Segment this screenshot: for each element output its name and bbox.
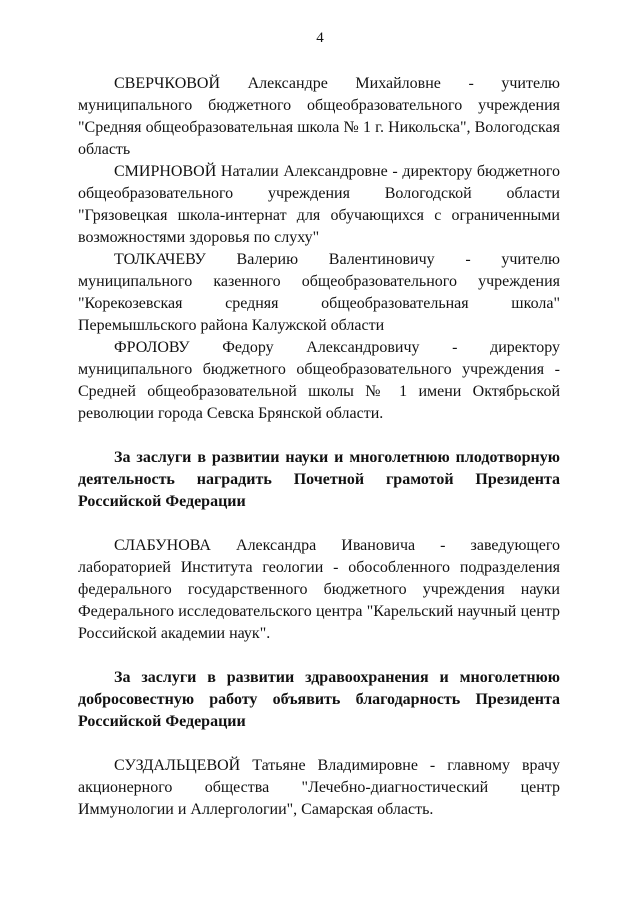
page-number: 4 — [316, 30, 324, 46]
award-entry-suzdaltseva: СУЗДАЛЬЦЕВОЙ Татьяне Владимировне - главному врачу акционерного общества "Лечебно-диагностический центр Иммунологии и Аллергологии", Самарская область. — [78, 757, 560, 818]
award-entry-tolkachev: ТОЛКАЧЕВУ Валерию Валентиновичу - учителю муниципального казенного общеобразовательного учреждения "Корекозевская средняя общеобразовательная школа" Перемышльского района Калужской области — [78, 251, 560, 334]
section-heading-science: За заслуги в развитии науки и многолетнюю плодотворную деятельность наградить Почетной грамотой Президента Российской Федерации — [78, 449, 560, 510]
award-entry-sverchkova: СВЕРЧКОВОЙ Александре Михайловне - учителю муниципального бюджетного общеобразовательного учреждения "Средняя общеобразовательная школа № 1 г. Никольска", Вологодская область — [78, 75, 560, 158]
document-body — [78, 60, 560, 821]
section-heading-health: За заслуги в развитии здравоохранения и многолетнюю добросовестную работу объявить благодарность Президента Российской Федерации — [78, 669, 560, 730]
award-entry-slabunov: СЛАБУНОВА Александра Ивановича - заведующего лабораторией Института геологии - обособленного подразделения федерального государственного бюджетного учреждения науки Федерального исследовательского центра "Карельский научный центр Российской академии наук". — [78, 537, 560, 642]
award-entry-smirnova: СМИРНОВОЙ Наталии Александровне - директору бюджетного общеобразовательного учреждения Вологодской области "Грязовецкая школа-интернат для обучающихся с ограниченными возможностями здоровья по слуху" — [78, 163, 560, 246]
award-entry-frolov: ФРОЛОВУ Федору Александровичу - директору муниципального бюджетного общеобразовательного учреждения - Средней общеобразовательной школы № 1 имени Октябрьской революции города Севска Брянской области. — [78, 339, 560, 422]
